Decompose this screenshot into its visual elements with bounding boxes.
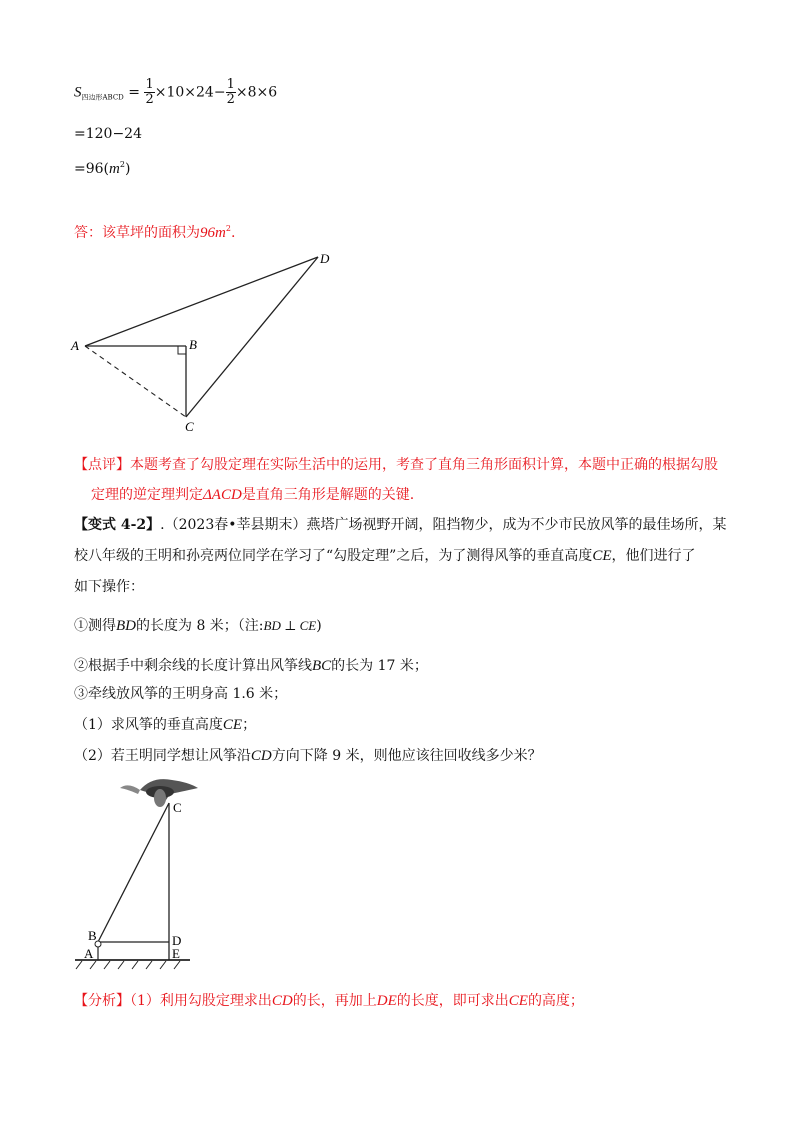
area-formula bbox=[74, 78, 277, 107]
answer-line: 答：该草坪的面积为$96m^2$. bbox=[74, 224, 236, 241]
answer-value: 96m bbox=[200, 225, 226, 241]
formula-line-2: =120−24 bbox=[74, 126, 142, 142]
variant-line-2: 校八年级的王明和孙亮两位同学在学习了“勾股定理”之后，为了测得风筝的垂直高度CE，他们进行了 bbox=[74, 548, 696, 564]
variant-line-1: 【变式 4-2】.（2023春•莘县期末）燕塔广场视野开阔，阻挡物少，成为不少市民放风筝的最佳场所，某 bbox=[74, 517, 727, 533]
step-3: ③牵线放风筝的王明身高 1.6 米； bbox=[74, 686, 288, 702]
fraction-one-half-b: $\frac{1}{2}$ bbox=[226, 77, 235, 107]
label-e2: E bbox=[172, 946, 180, 961]
area-symbol: S bbox=[74, 84, 82, 101]
comment-line-1: 【点评】本题考查了勾股定理在实际生活中的运用，考查了直角三角形面积计算，本题中正确的根据勾股 bbox=[74, 457, 718, 473]
analysis-line: 【分析】（1）利用勾股定理求出CD的长，再加上DE的长度，即可求出CE的高度； bbox=[74, 993, 584, 1009]
label-a: A bbox=[71, 338, 79, 353]
label-a2: A bbox=[84, 946, 94, 961]
kite-figure bbox=[70, 770, 210, 975]
question-1: （1）求风筝的垂直高度CE； bbox=[74, 717, 257, 733]
answer-text: 答：该草坪的面积为 bbox=[74, 225, 200, 241]
comment-line-2: 定理的逆定理判定ΔACD是直角三角形是解题的关键. bbox=[91, 487, 415, 503]
step-2: ②根据手中剩余线的长度计算出风筝线BC的长为 17 米； bbox=[74, 658, 428, 674]
kite-icon bbox=[120, 779, 198, 807]
label-b2: B bbox=[88, 928, 97, 943]
analysis-tag: 【分析】 bbox=[74, 993, 130, 1009]
quadrilateral-figure bbox=[66, 245, 346, 435]
label-d2: D bbox=[172, 933, 182, 948]
label-d: D bbox=[320, 251, 330, 266]
label-c2: C bbox=[173, 800, 182, 815]
label-c: C bbox=[185, 419, 194, 434]
triangle-acd: ΔACD bbox=[203, 487, 242, 503]
step-1: ①测得BD的长度为 8 米；（注:BD ⊥ CE) bbox=[74, 618, 322, 634]
formula-line-3: $=96(m^2)$ bbox=[74, 160, 131, 177]
variant-line-3: 如下操作： bbox=[74, 579, 144, 595]
area-subscript: 四边形ABCD bbox=[81, 93, 124, 102]
formula-term-1: ×10×24− bbox=[154, 84, 226, 101]
equals-sign: = bbox=[128, 84, 140, 101]
question-2: （2）若王明同学想让风筝沿CD方向下降 9 米，则他应该往回收线多少米？ bbox=[74, 748, 542, 764]
variant-tag: 【变式 4-2】 bbox=[74, 517, 161, 533]
fraction-one-half-a: $\frac{1}{2}$ bbox=[145, 77, 154, 107]
label-b: B bbox=[189, 337, 197, 352]
formula-term-2: ×8×6 bbox=[235, 84, 278, 101]
comment-tag: 【点评】 bbox=[74, 457, 130, 473]
